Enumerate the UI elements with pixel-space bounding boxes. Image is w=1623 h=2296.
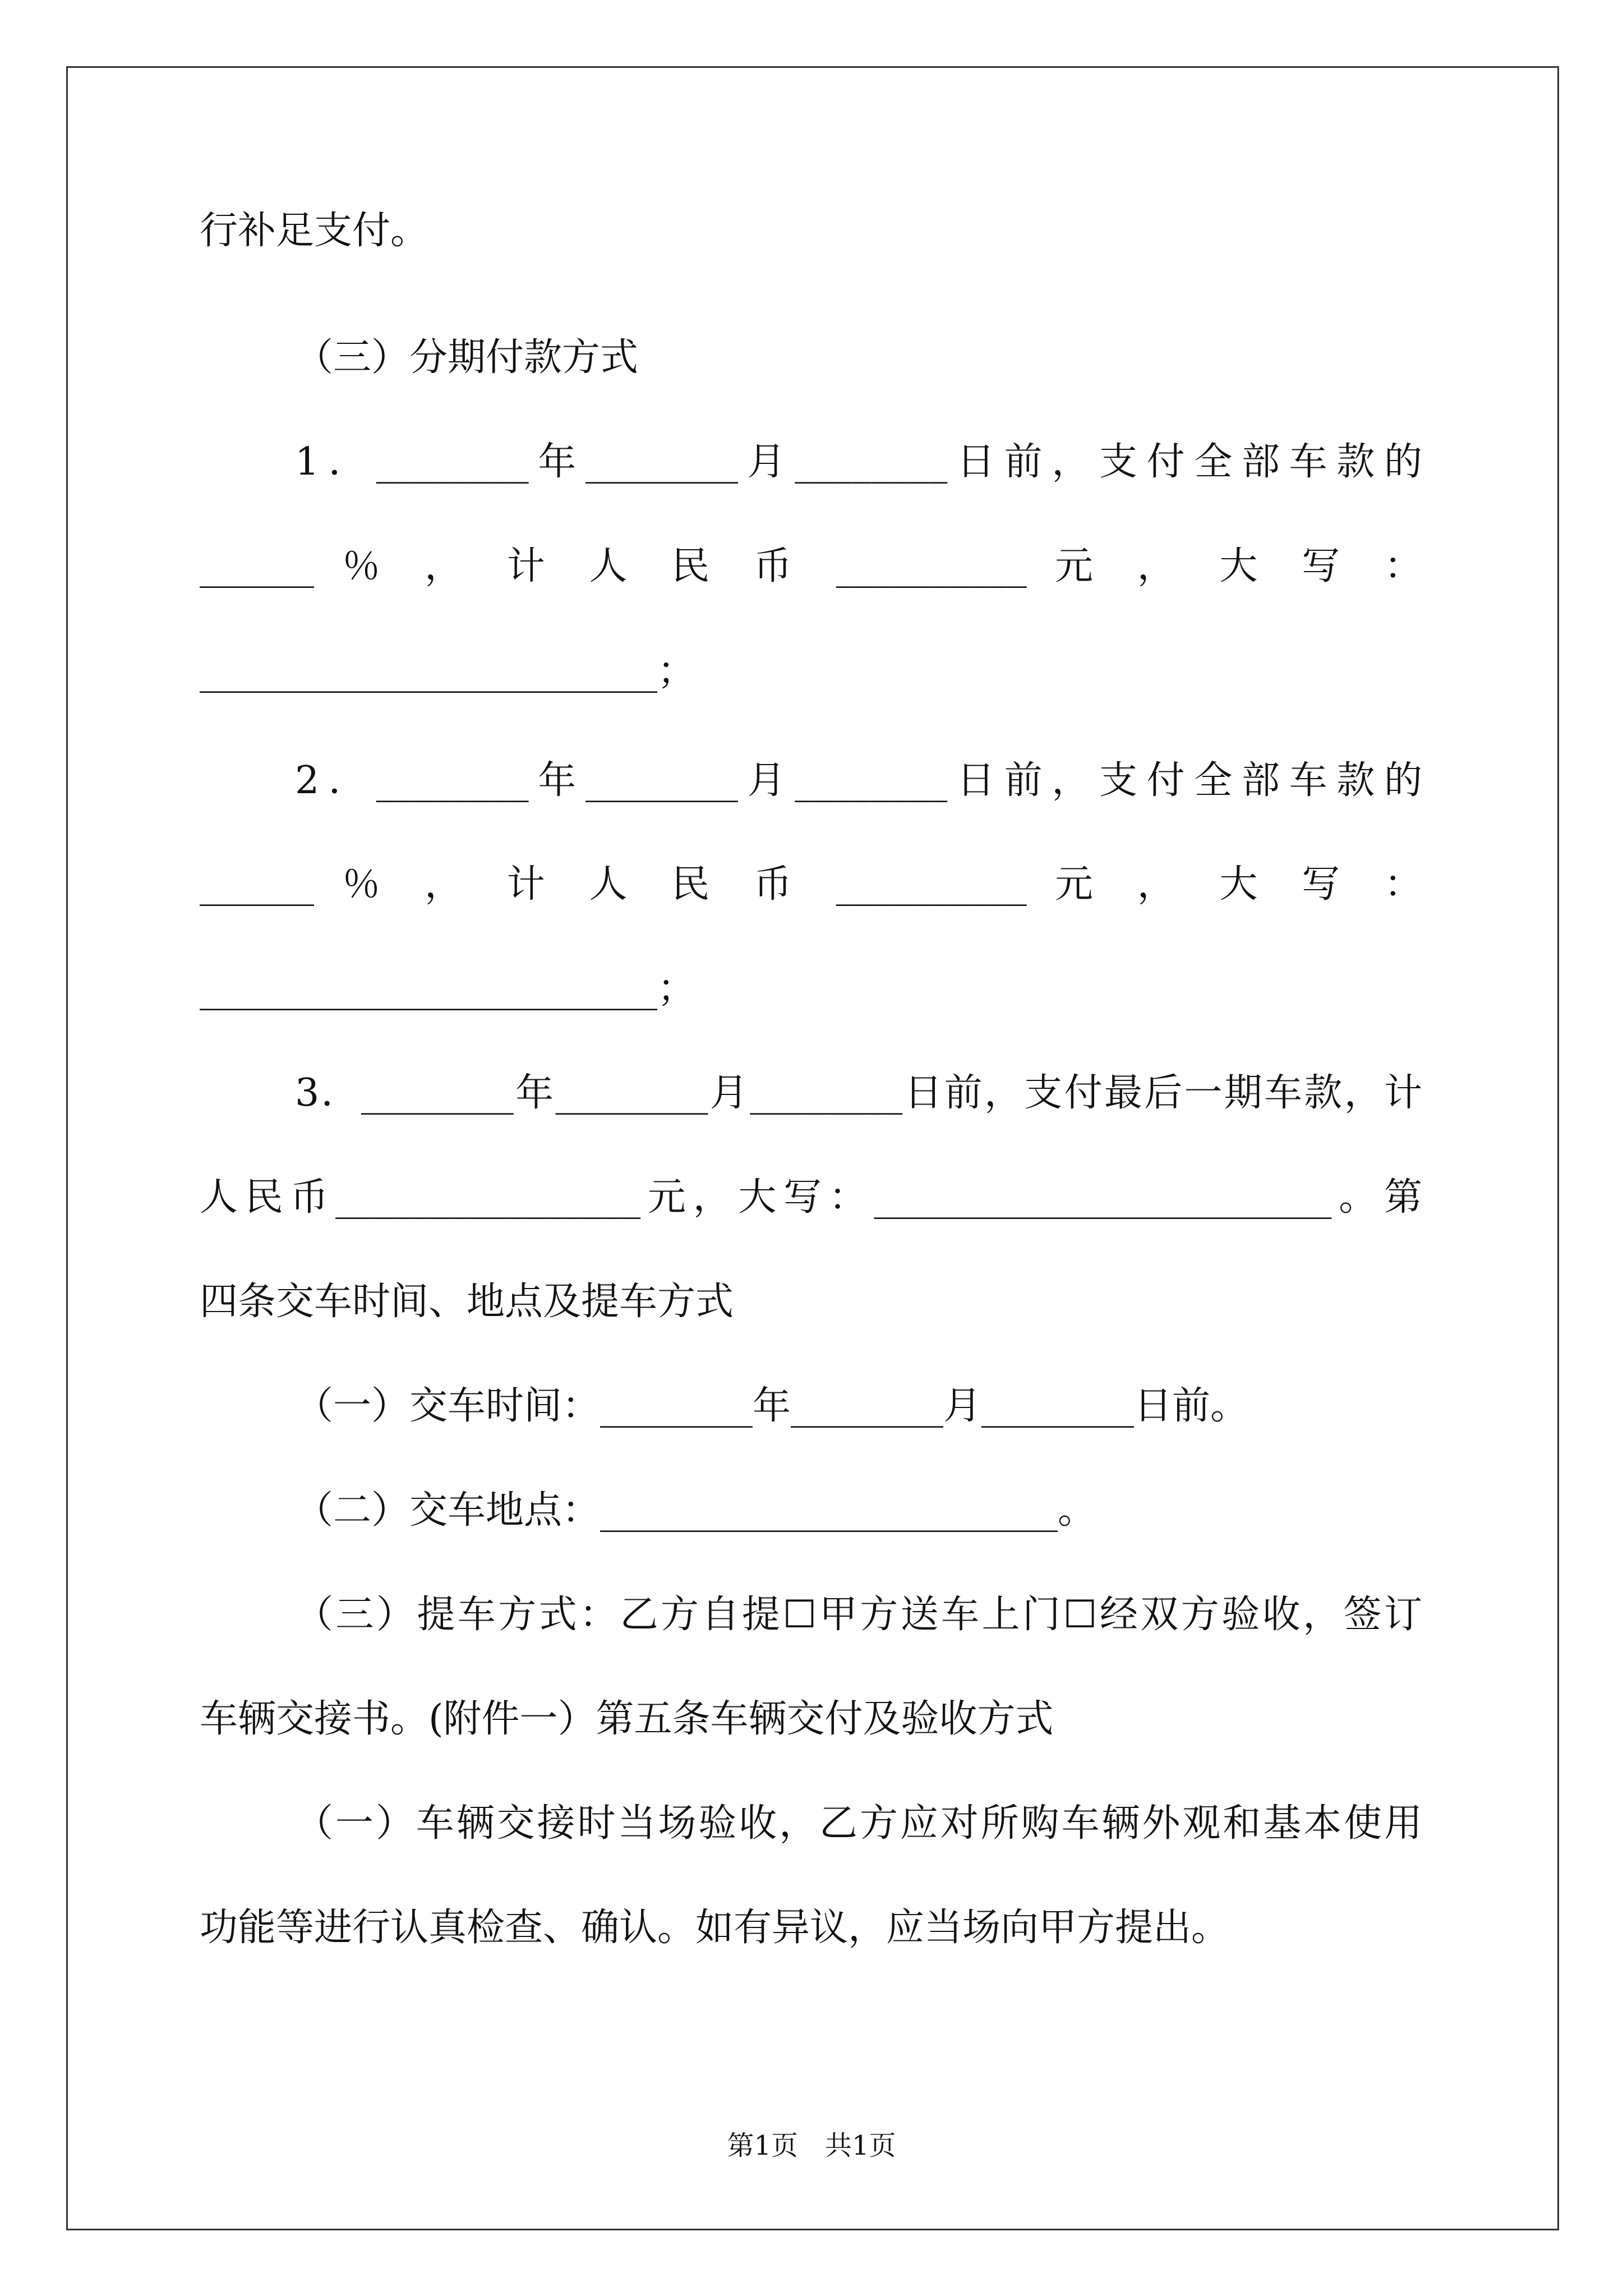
text-line-5: ________________________； [200,649,696,693]
text-line-10: 人民币________________元，大写：________________________。第 [200,1175,1422,1220]
text-line-7: ______ ％ ， 计 人 民 币 __________ 元 ， 大 写 ： [200,862,1422,907]
text-line-4: ______ ％ ， 计 人 民 币 __________ 元 ， 大 写 ： [200,544,1422,588]
text-line-3: 1．________年________月________日前，支付全部车款的 [295,440,1422,484]
text-line-13: （二）交车地点：________________________。 [295,1488,1096,1533]
text-line-6: 2．________年________月________日前，支付全部车款的 [295,758,1422,803]
text-line-8: ________________________； [200,967,696,1011]
text-line-16: （一）车辆交接时当场验收，乙方应对所购车辆外观和基本使用 [295,1801,1422,1846]
text-line-9: 3．________年________月________日前，支付最后一期车款，计 [295,1071,1422,1115]
text-line-1: 行补足支付。 [200,209,429,253]
text-line-14: （三）提车方式：乙方自提☐甲方送车上门☐经双方验收，签订 [295,1593,1422,1637]
page-footer: 第1页 共1页 [727,2130,896,2161]
text-line-12: （一）交车时间：________年________月________日前。 [295,1384,1249,1428]
text-line-11: 四条交车时间、地点及提车方式 [200,1280,734,1324]
text-line-17: 功能等进行认真检查、确认。如有异议，应当场向甲方提出。 [200,1906,1230,1950]
text-line-2: （三）分期付款方式 [295,335,639,380]
text-line-15: 车辆交接书。(附件一）第五条车辆交付及验收方式 [200,1697,1054,1741]
